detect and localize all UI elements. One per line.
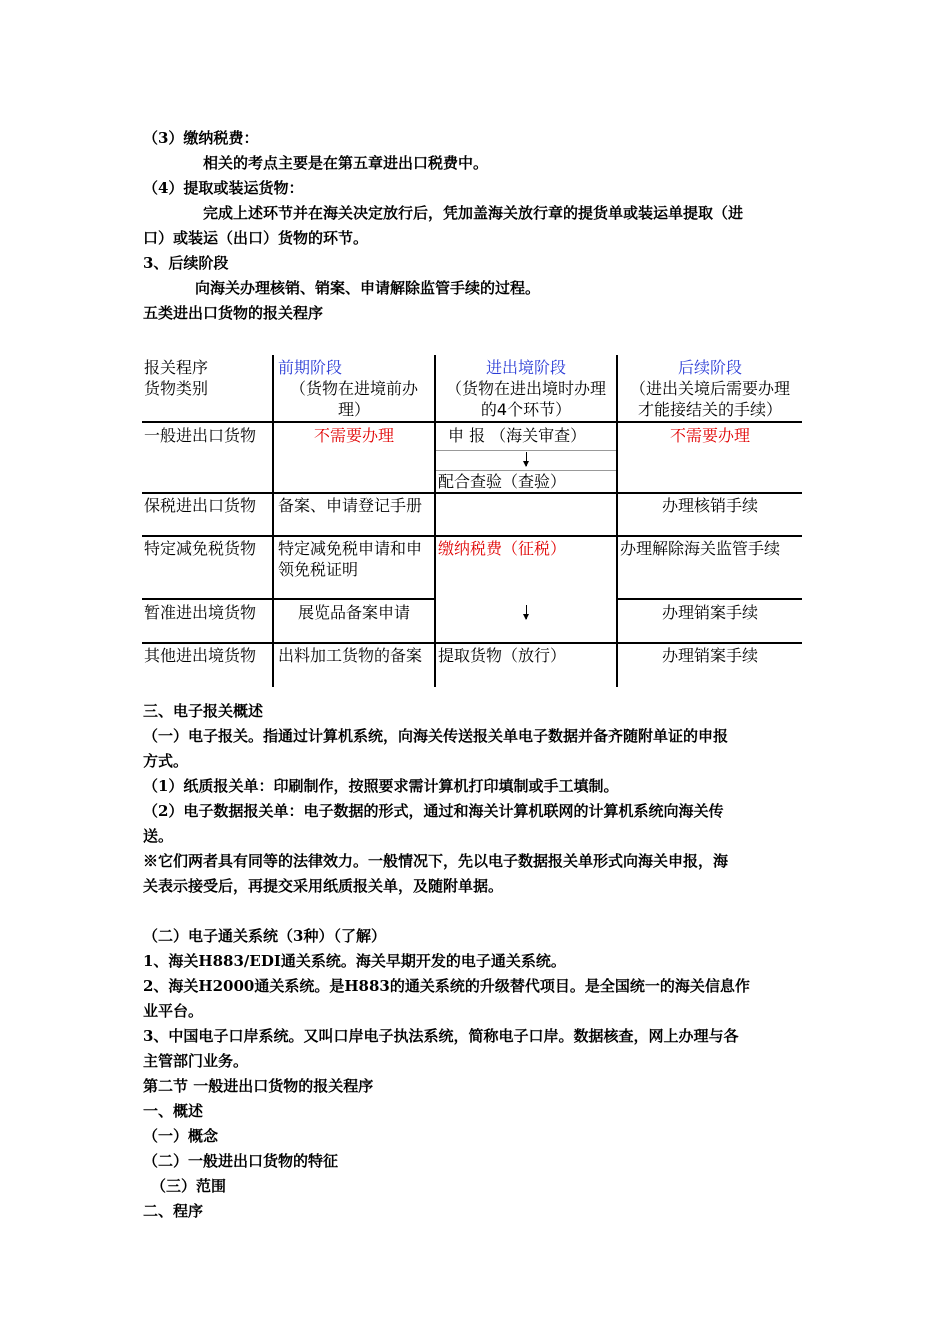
pre-temporary: 展览品备案申请 <box>297 603 410 622</box>
pre-general: 不需要办理 <box>313 426 394 445</box>
table-rule <box>436 421 616 423</box>
section-heading: 三、电子报关概述 <box>143 702 264 720</box>
text-line: （1）纸质报关单：印刷制作，按照要求需计算机打印填制或手工填制。 <box>143 777 619 795</box>
category-temporary: 暂准进出境货物 <box>144 603 257 622</box>
table-rule <box>142 492 434 494</box>
text-line: 向海关办理核销、销案、申请解除监管手续的过程。 <box>195 279 541 297</box>
pre-reduced-tax: 领免税证明 <box>278 560 359 579</box>
table-rule <box>616 642 802 644</box>
header-post-note: （进出关境后需要办理 <box>629 379 790 398</box>
text-line: 关表示接受后，再提交采用纸质报关单，及随附单据。 <box>143 877 504 895</box>
text-line: 口）或装运（出口）货物的环节。 <box>143 229 369 247</box>
header-entry-stage: 进出境阶段 <box>485 358 566 377</box>
text-line: （一）概念 <box>143 1127 219 1145</box>
text-line: ※它们两者具有同等的法律效力。一般情况下，先以电子数据报关单形式向海关申报，海 <box>143 852 729 870</box>
table-rule <box>436 450 616 451</box>
text-line: （3）缴纳税费： <box>143 129 259 147</box>
category-reduced-tax: 特定减免税货物 <box>144 539 257 558</box>
post-reduced-tax: 办理解除海关监管手续 <box>620 539 781 558</box>
section-heading: （二）电子通关系统（3种）（了解） <box>143 927 386 945</box>
section-heading: 一、概述 <box>143 1102 204 1120</box>
post-other: 办理销案手续 <box>661 646 758 665</box>
table-rule <box>616 535 802 537</box>
category-bonded: 保税进出口货物 <box>144 496 257 515</box>
table-caption: 五类进出口货物的报关程序 <box>143 304 324 322</box>
header-entry-note: （货物在进出境时办理 <box>445 379 606 398</box>
corner-label-category: 货物类别 <box>144 379 209 398</box>
corner-label-procedure: 报关程序 <box>144 358 209 377</box>
text-line: 业平台。 <box>143 1002 204 1020</box>
text-line: 方式。 <box>143 752 189 770</box>
table-rule <box>142 421 274 423</box>
post-bonded: 办理核销手续 <box>661 496 758 515</box>
text-line: 1、海关H883/EDI通关系统。海关早期开发的电子通关系统。 <box>143 952 566 970</box>
table-rule <box>436 535 616 537</box>
header-pre-stage: 前期阶段 <box>278 358 343 377</box>
step-declare: 申 报 （海关审查） <box>448 426 587 445</box>
text-line: 完成上述环节并在海关决定放行后，凭加盖海关放行章的提货单或装运单提取（进 <box>203 204 744 222</box>
text-line: （三）范围 <box>151 1177 227 1195</box>
text-line: 主管部门业务。 <box>143 1052 249 1070</box>
category-general: 一般进出口货物 <box>144 426 257 445</box>
category-other: 其他进出境货物 <box>144 646 257 665</box>
step-pay-tax: 缴纳税费（征税） <box>438 539 567 558</box>
pre-bonded: 备案、申请登记手册 <box>278 496 423 515</box>
step-release: 提取货物（放行） <box>438 646 567 665</box>
table-rule <box>142 598 434 600</box>
down-arrow-icon <box>526 452 527 466</box>
text-line: （4）提取或装运货物： <box>143 179 304 197</box>
post-temporary: 办理销案手续 <box>661 603 758 622</box>
section-heading: 3、后续阶段 <box>143 254 229 272</box>
pre-reduced-tax: 特定减免税申请和申 <box>278 539 423 558</box>
table-rule <box>616 421 802 423</box>
pre-other: 出料加工货物的备案 <box>278 646 423 665</box>
header-entry-note: 的4个环节） <box>480 400 572 419</box>
table-rule <box>616 598 802 600</box>
table-rule <box>274 421 434 423</box>
post-general: 不需要办理 <box>669 426 750 445</box>
header-pre-note: （货物在进境前办 <box>289 379 418 398</box>
text-line: （二）一般进出口货物的特征 <box>143 1152 339 1170</box>
header-pre-note: 理） <box>337 400 370 419</box>
customs-procedure-table <box>142 355 802 687</box>
down-arrow-icon <box>526 605 527 619</box>
table-rule <box>436 492 616 494</box>
table-rule <box>616 492 802 494</box>
header-post-stage: 后续阶段 <box>677 358 742 377</box>
section-heading: 二、程序 <box>143 1202 204 1220</box>
header-post-note: 才能接结关的手续） <box>637 400 782 419</box>
text-line: 送。 <box>143 827 174 845</box>
table-rule <box>436 642 616 644</box>
chapter-heading: 第二节 一般进出口货物的报关程序 <box>143 1077 374 1095</box>
table-rule <box>142 535 434 537</box>
step-inspection: 配合查验（查验） <box>438 472 567 491</box>
text-line: 2、海关H2000通关系统。是H883的通关系统的升级替代项目。是全国统一的海关信息作 <box>143 977 750 995</box>
text-line: （一）电子报关。指通过计算机系统，向海关传送报关单电子数据并备齐随附单证的申报 <box>143 727 729 745</box>
text-line: （2）电子数据报关单：电子数据的形式，通过和海关计算机联网的计算机系统向海关传 <box>143 802 724 820</box>
text-line: 相关的考点主要是在第五章进出口税费中。 <box>203 154 489 172</box>
table-rule <box>142 642 434 644</box>
text-line: 3、中国电子口岸系统。又叫口岸电子执法系统，简称电子口岸。数据核查，网上办理与各 <box>143 1027 739 1045</box>
